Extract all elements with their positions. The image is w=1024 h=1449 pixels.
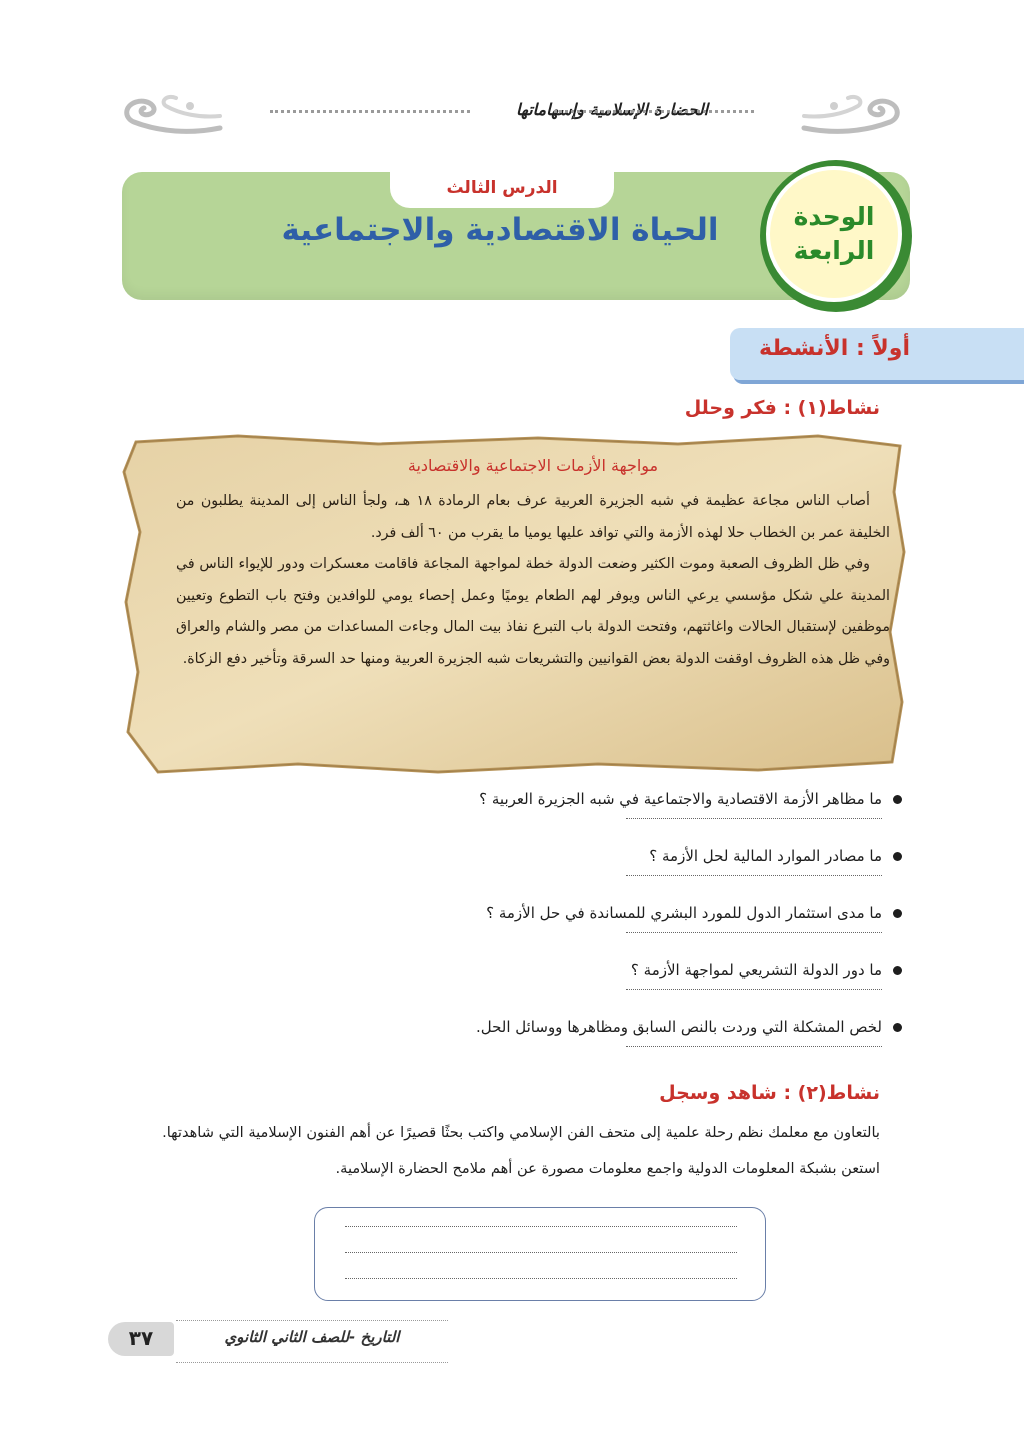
answer-line[interactable]: [345, 1226, 737, 1228]
header-dots-left: [270, 110, 470, 117]
right-ornament-icon: [794, 88, 904, 140]
activity-2-instruction-1: بالتعاون مع معلمك نظم رحلة علمية إلى متحف الفن الإسلامي واكتب بحثًا قصيرًا عن أهم الفنون الإسلامية التي شاهدتها.: [162, 1124, 880, 1141]
unit-badge: [766, 166, 902, 302]
bullet-icon: [893, 909, 902, 918]
question-text: ما مظاهر الأزمة الاقتصادية والاجتماعية في شبه الجزيرة العربية ؟: [479, 790, 882, 808]
reading-heading: مواجهة الأزمات الاجتماعية والاقتصادية: [407, 456, 659, 475]
answer-line[interactable]: [345, 1278, 737, 1280]
bullet-icon: [893, 852, 902, 861]
question-list: [122, 788, 902, 1073]
page-number: ٣٧: [128, 1326, 154, 1350]
header-dots-right: [554, 110, 754, 117]
question-text: لخص المشكلة التي وردت بالنص السابق ومظاهرها ووسائل الحل.: [475, 1018, 882, 1036]
activity-2-heading: نشاط(٢) : شاهد وسجل: [659, 1082, 880, 1104]
bullet-icon: [893, 966, 902, 975]
unit-line-2: الرابعة: [793, 236, 875, 265]
section-title: أولاً : الأنشطة: [758, 336, 910, 361]
reading-paragraph-2: وفي ظل الظروف الصعبة وموت الكثير وضعت الدولة خطة لمواجهة المجاعة فاقامت معسكرات ودور للإيواء الناس في المدينة علي شكل مؤسسي يرعي الناس ويوفر لهم الطعام يوميًا وعمل إحصاء يومي للوافدين وفتح باب التطوع وتعيين موظفين لإستقبال الحالات واغاثتهم، وفتحت الدولة باب التبرع نفاذ بيت المال وجاءت المساعدات من مصر والشام والعراق وفي ظل هذه الظروف اوقفت الدولة بعض القوانيين والتشريعات شبه الجزيرة العربية ومنها حد السرقة وتأخير دفع الزكاة.: [176, 556, 890, 667]
answer-line[interactable]: [626, 1046, 882, 1048]
question-item: [122, 1016, 902, 1073]
footer-dots-top: [176, 1320, 448, 1321]
question-item: [122, 845, 902, 902]
answer-line[interactable]: [626, 818, 882, 820]
bullet-icon: [893, 795, 902, 804]
bullet-icon: [893, 1023, 902, 1032]
question-text: ما مدى استثمار الدول للمورد البشري للمساندة في حل الأزمة ؟: [486, 904, 882, 922]
question-text: ما دور الدولة التشريعي لمواجهة الأزمة ؟: [630, 961, 882, 979]
question-text: ما مصادر الموارد المالية لحل الأزمة ؟: [649, 847, 882, 865]
footer-dots-bottom: [176, 1362, 448, 1363]
header-title: الحضارة الإسلامية وإسهاماتها: [515, 100, 709, 119]
unit-line-1: الوحدة: [793, 202, 875, 231]
activity-1-heading: نشاط(١) : فكر وحلل: [684, 397, 880, 419]
reading-paragraph-1: أصاب الناس مجاعة عظيمة في شبه الجزيرة العربية عرف بعام الرمادة ١٨ هـ، ولجأ الناس إلى المدينة يطلبون من الخليفة عمر بن الخطاب حلا لهذه الأزمة والتي توافد عليها يوميا ما يقرب من ٦٠ ألف فرد.: [176, 493, 890, 541]
answer-line[interactable]: [345, 1252, 737, 1254]
activity-2-instruction-2: استعن بشبكة المعلومات الدولية واجمع معلومات مصورة عن أهم ملامح الحضارة الإسلامية.: [335, 1160, 880, 1177]
answer-line[interactable]: [626, 875, 882, 877]
question-item: [122, 902, 902, 959]
answer-line[interactable]: [626, 989, 882, 991]
lesson-label: الدرس الثالث: [446, 178, 558, 198]
running-header: [120, 88, 904, 140]
lesson-title: الحياة الاقتصادية والاجتماعية: [281, 212, 719, 248]
answer-box[interactable]: [314, 1207, 766, 1301]
question-item: [122, 959, 902, 1016]
question-item: [122, 788, 902, 845]
answer-line[interactable]: [626, 932, 882, 934]
reading-passage: [176, 452, 890, 675]
left-ornament-icon: [120, 88, 230, 140]
footer-title: التاريخ -للصف الثاني الثانوي: [224, 1328, 400, 1346]
